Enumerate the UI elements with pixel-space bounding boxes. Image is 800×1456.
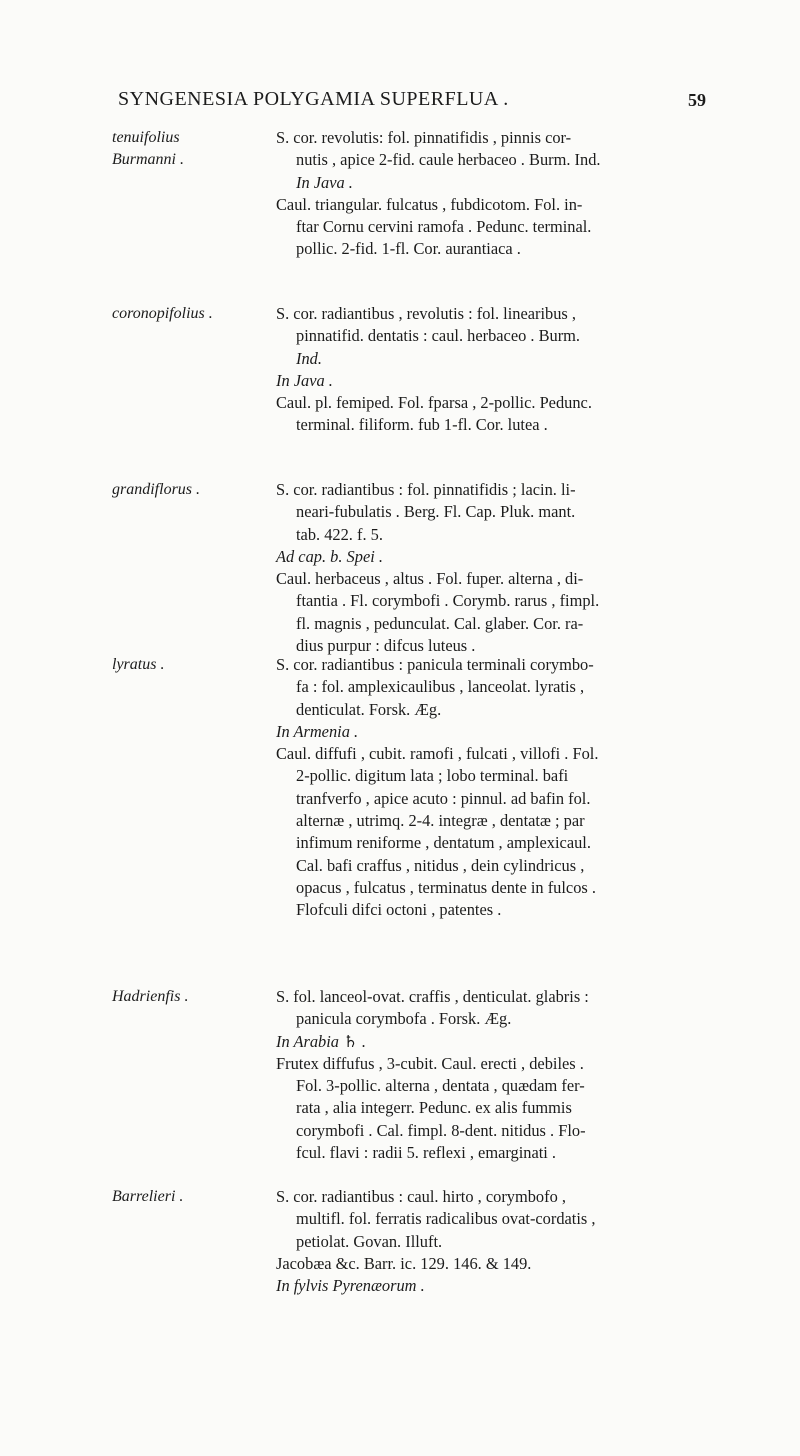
description-line: S. cor. radiantibus , revolutis : fol. linearibus , [276,304,576,323]
description-line: fcul. flavi : radii 5. reflexi , emarginati . [296,1143,557,1163]
description-line: S. fol. lanceol-ovat. craffis , denticulat. glabris : [276,987,589,1006]
description-line: Frutex diffufus , 3-cubit. Caul. erecti , debiles . [276,1053,584,1073]
running-title: SYNGENESIA POLYGAMIA SUPERFLUA . [118,88,509,110]
description-line: multifl. fol. ferratis radicalibus ovat-cordatis , [296,1209,596,1229]
species-description [276,654,746,922]
species-epithet: grandiflorus . [112,481,201,498]
description-line: Jacobæa &c. Barr. ic. 129. 146. & 149. [276,1253,532,1273]
species-epithet: lyratus . [112,656,165,673]
page-number: 59 [688,90,706,110]
description-line: Ind. [296,348,322,368]
description-line: opacus , fulcatus , terminatus dente in fulcos . [296,877,596,897]
description-line: ftar Cornu cervini ramofa . Pedunc. terminal. [296,217,592,237]
description-line: In Java . [296,172,353,192]
description-line: Caul. triangular. fulcatus , fubdicotom. Fol. in- [276,194,583,214]
species-description [276,303,746,437]
description-line: dius purpur : difcus luteus . [296,636,476,656]
description-line: In fylvis Pyrenæorum . [276,1276,425,1296]
description-line: petiolat. Govan. Illuft. [296,1231,443,1251]
description-line: Ad cap. b. Spei . [276,546,383,566]
description-line: Caul. pl. femiped. Fol. fparsa , 2-pollic. Pedunc. [276,393,592,413]
description-line: fa : fol. amplexicaulibus , lanceolat. lyratis , [296,677,585,697]
description-line: 2-pollic. digitum lata ; lobo terminal. bafi [296,766,569,786]
description-line: Cal. bafi craffus , nitidus , dein cylindricus , [296,855,585,875]
description-line: rata , alia integerr. Pedunc. ex alis fummis [296,1098,572,1118]
description-line: fl. magnis , pedunculat. Cal. glaber. Cor. ra- [296,613,584,633]
description-line: pollic. 2-fid. 1-fl. Cor. aurantiaca . [296,239,521,259]
description-line: denticulat. Forsk. Æg. [296,699,442,719]
description-line: tranfverfo , apice acuto : pinnul. ad bafin fol. [296,788,591,808]
description-line: S. cor. radiantibus : caul. hirto , corymbofo , [276,1187,566,1206]
description-line: infimum reniforme , dentatum , amplexicaul. [296,833,591,853]
description-line: alternæ , utrimq. 2-4. integræ , dentatæ ; par [296,811,585,831]
description-line: ftantia . Fl. corymbofi . Corymb. rarus , fimpl. [296,591,600,611]
species-description [276,986,746,1164]
description-line: In Java . [276,370,333,390]
species-description [276,127,746,261]
description-line: Fol. 3-pollic. alterna , dentata , quædam fer- [296,1076,585,1096]
species-epithet: Hadrienfis . [112,988,189,1005]
description-line: S. cor. radiantibus : fol. pinnatifidis ; lacin. li- [276,480,576,499]
species-description [276,1186,746,1297]
description-line: corymbofi . Cal. fimpl. 8-dent. nitidus . Flo- [296,1120,586,1140]
description-line: pinnatifid. dentatis : caul. herbaceo . Burm. [296,326,581,346]
description-line: Flofculi difci octoni , patentes . [296,900,502,920]
description-line: nutis , apice 2-fid. caule herbaceo . Burm. Ind. [296,150,601,170]
description-line: terminal. filiform. fub 1-fl. Cor. lutea . [296,415,548,435]
species-description [276,479,746,657]
description-line: tab. 422. f. 5. [296,524,383,544]
description-line: In Armenia . [276,721,359,741]
species-epithet: coronopifolius . [112,305,213,322]
species-epithet: Burmanni . [112,151,184,169]
species-epithet: Barrelieri . [112,1188,184,1205]
species-epithet: tenuifolius [112,129,180,146]
description-line: panicula corymbofa . Forsk. Æg. [296,1009,512,1029]
page-header [0,88,800,128]
description-line: S. cor. revolutis: fol. pinnatifidis , pinnis cor- [276,128,572,147]
description-line: Caul. herbaceus , altus . Fol. fuper. alterna , di- [276,569,584,589]
description-line: Caul. diffufi , cubit. ramofi , fulcati , villofi . Fol. [276,744,599,764]
description-line: neari-fubulatis . Berg. Fl. Cap. Pluk. mant. [296,502,576,522]
description-line: In Arabia ♄ . [276,1031,366,1051]
description-line: S. cor. radiantibus : panicula terminali corymbo- [276,655,594,674]
